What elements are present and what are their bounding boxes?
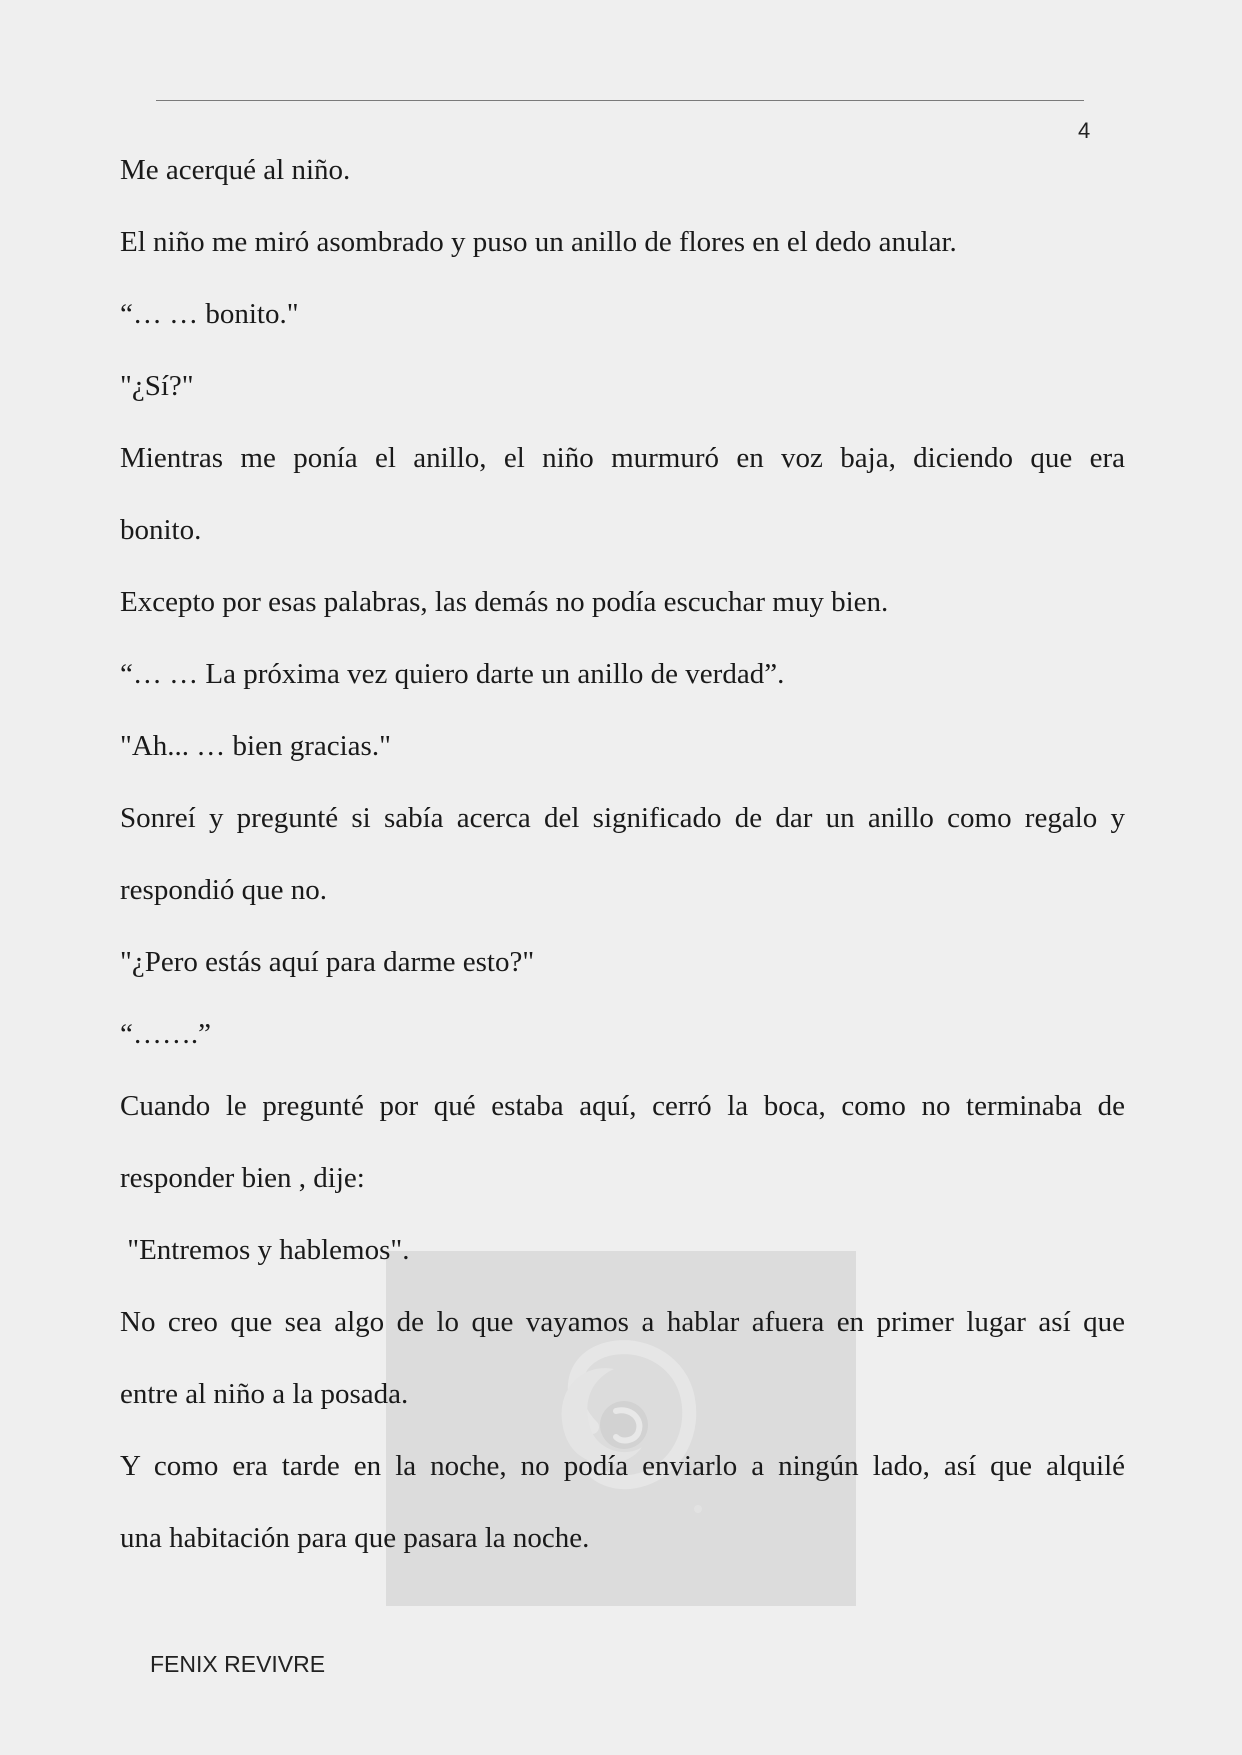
paragraph: “…….” [120, 1018, 211, 1050]
paragraph: El niño me miró asombrado y puso un anillo de flores en el dedo anular. [120, 226, 957, 258]
paragraph: Me acerqué al niño. [120, 154, 351, 186]
paragraph: bonito. [120, 514, 202, 546]
page-number: 4 [1078, 118, 1091, 143]
paragraph: responder bien , dije: [120, 1162, 365, 1194]
paragraph: Mientras me ponía el anillo, el niño murmuró en voz baja, diciendo que era [120, 442, 1125, 474]
paragraph: "Entremos y hablemos". [120, 1234, 410, 1266]
footer-text: FENIX REVIVRE [150, 1651, 326, 1677]
paragraph: "¿Sí?" [120, 370, 194, 402]
paragraph: Excepto por esas palabras, las demás no podía escuchar muy bien. [120, 586, 889, 618]
paragraph: una habitación para que pasara la noche. [120, 1522, 590, 1554]
paragraph: “… … bonito." [120, 298, 299, 330]
paragraph: entre al niño a la posada. [120, 1378, 409, 1410]
paragraph: Cuando le pregunté por qué estaba aquí, cerró la boca, como no terminaba de [120, 1090, 1125, 1122]
paragraph: "Ah... … bien gracias." [120, 730, 391, 762]
paragraph: Y como era tarde en la noche, no podía enviarlo a ningún lado, así que alquilé [120, 1450, 1125, 1482]
paragraph: Sonreí y pregunté si sabía acerca del significado de dar un anillo como regalo y [120, 802, 1125, 834]
paragraph: No creo que sea algo de lo que vayamos a hablar afuera en primer lugar así que [120, 1306, 1125, 1338]
paragraph: "¿Pero estás aquí para darme esto?" [120, 946, 535, 978]
header-rule [156, 100, 1084, 101]
paragraph: respondió que no. [120, 874, 327, 906]
paragraph: “… … La próxima vez quiero darte un anillo de verdad”. [120, 658, 785, 690]
